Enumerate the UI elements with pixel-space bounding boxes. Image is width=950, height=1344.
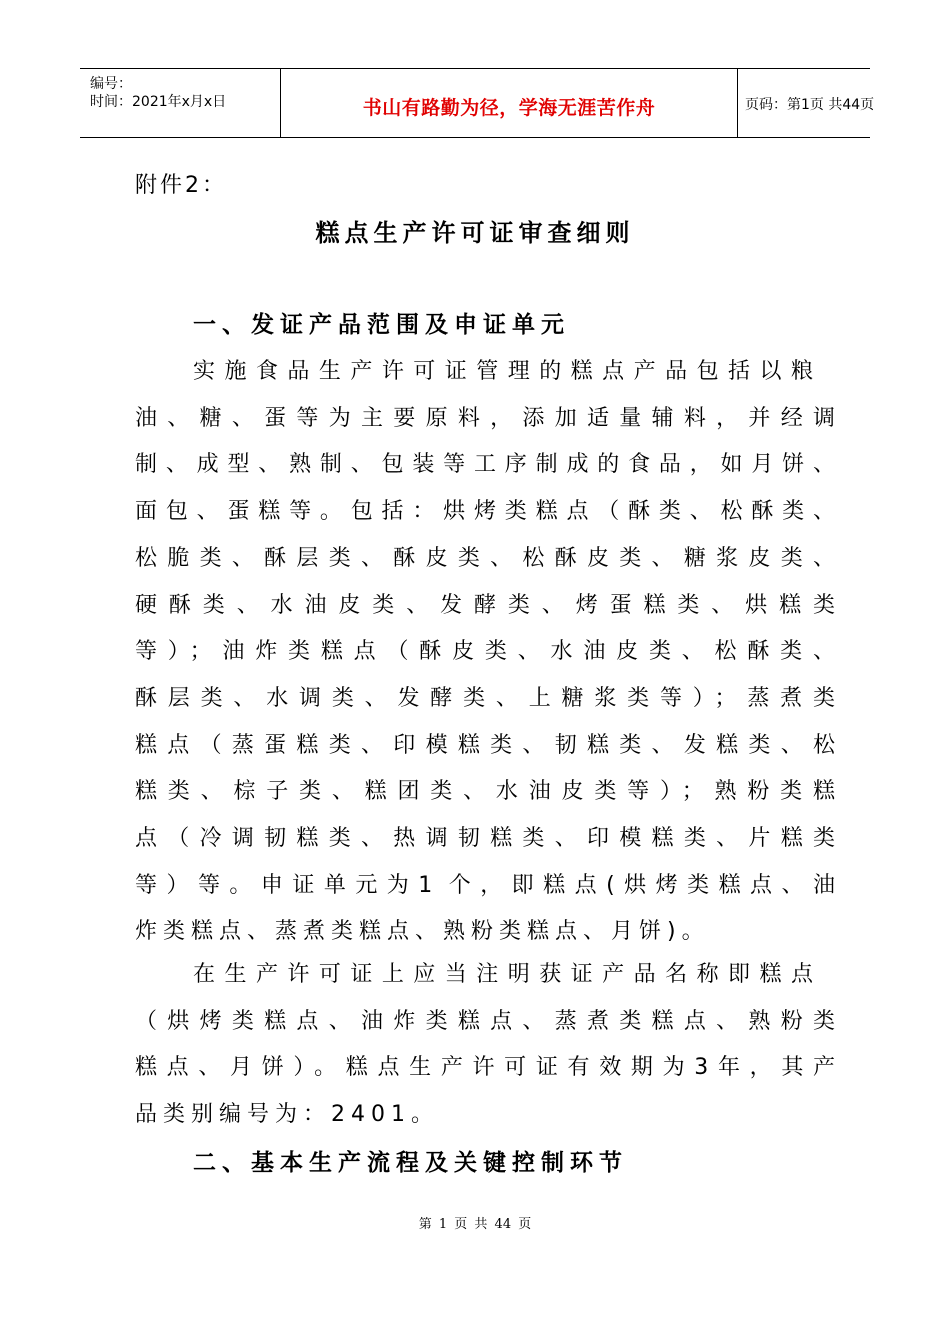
paragraph-line: 实施食品生产许可证管理的糕点产品包括以粮	[193, 359, 813, 384]
paragraph-line: 面包、蛋糕等。包括：烘烤类糕点（酥类、松酥类、	[135, 499, 835, 525]
page-footer: 第 1 页 共 44 页	[418, 1217, 532, 1232]
section-heading-scope: 一、发证产品范围及申证单元	[193, 312, 570, 338]
paragraph-line: 点（冷调韧糕类、热调韧糕类、印模糕类、片糕类	[135, 826, 835, 851]
paragraph-line: 松脆类、酥层类、酥皮类、松酥皮类、糖浆皮类、	[135, 545, 835, 571]
header-page-number: 页码：第1页 共44页	[745, 97, 875, 113]
header-motto: 书山有路勤为径，学海无涯苦作舟	[362, 97, 656, 119]
paragraph-line: 等）；油炸类糕点（酥皮类、水油皮类、松酥类、	[135, 639, 835, 665]
document-header-table	[80, 68, 875, 138]
paragraph-line: 炸类糕点、蒸煮类糕点、熟粉类糕点、月饼)。	[135, 919, 710, 945]
document-date-label: 时间：2021年x月x日	[90, 94, 227, 110]
paragraph-line: 在生产许可证上应当注明获证产品名称即糕点	[193, 962, 813, 987]
document-title: 糕点生产许可证审查细则	[315, 218, 635, 247]
attachment-label: 附件2：	[135, 173, 227, 198]
paragraph-line: 油、糖、蛋等为主要原料，添加适量辅料，并经调	[135, 405, 835, 431]
section-heading-production-flow: 二、基本生产流程及关键控制环节	[193, 1150, 628, 1176]
paragraph-line: 酥层类、水调类、发酵类、上糖浆类等）；蒸煮类	[135, 685, 835, 711]
header-motto-cell	[280, 69, 738, 137]
paragraph-line: 等）等。申证单元为1 个，即糕点(烘烤类糕点、油	[135, 872, 835, 898]
header-page-cell	[737, 69, 875, 137]
paragraph-line: 糕点、月饼）。糕点生产许可证有效期为3年，其产	[135, 1055, 835, 1080]
paragraph-line: （烘烤类糕点、油炸类糕点、蒸煮类糕点、熟粉类	[135, 1008, 835, 1034]
paragraph-line: 制、成型、熟制、包装等工序制成的食品，如月饼、	[135, 452, 835, 478]
document-number-label: 编号：	[90, 76, 132, 92]
header-info-cell	[80, 69, 280, 137]
paragraph-line: 品类别编号为：2401。	[135, 1101, 439, 1127]
paragraph-line: 硬酥类、水油皮类、发酵类、烤蛋糕类、烘糕类	[135, 592, 835, 618]
paragraph-line: 糕点（蒸蛋糕类、印模糕类、韧糕类、发糕类、松	[135, 732, 835, 758]
paragraph-line: 糕类、棕子类、糕团类、水油皮类等）；熟粉类糕	[135, 779, 835, 805]
